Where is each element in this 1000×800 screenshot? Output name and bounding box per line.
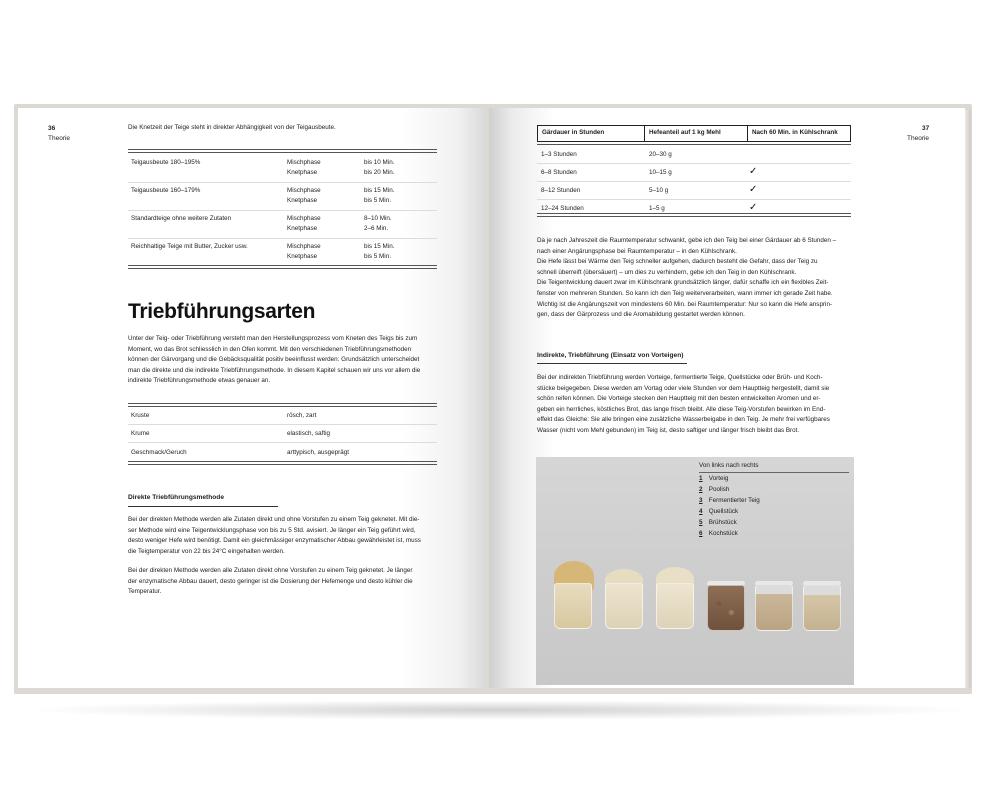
- legend-item: 5 Brühstück: [699, 519, 737, 526]
- table-row: [537, 182, 851, 200]
- jars-photo: [536, 457, 854, 685]
- time: 2–6 Min.: [364, 225, 389, 232]
- row-label: Reichhaltige Teige mit Butter, Zucker usw.: [131, 243, 248, 250]
- time: 8–10 Min.: [364, 215, 392, 222]
- duration: 6–8 Stunden: [541, 169, 577, 176]
- jar-poolish: [605, 583, 643, 629]
- yeast: 1–5 g: [649, 205, 665, 212]
- jar-kochstueck: [803, 585, 841, 631]
- legend-item: 3 Fermentierter Teig: [699, 497, 760, 504]
- table-row: [128, 211, 437, 239]
- row-label: Teigausbeute 180–195%: [131, 159, 201, 166]
- table-row: [128, 408, 437, 425]
- time: bis 20 Min.: [364, 169, 395, 176]
- phase: Mischphase: [287, 159, 321, 166]
- duration: 1–3 Stunden: [541, 151, 577, 158]
- table-top-rule: [128, 149, 437, 153]
- photo-legend: [699, 473, 760, 539]
- subheading: Indirekte, Triebführung (Einsatz von Vorteigen): [537, 352, 684, 359]
- yeast: 5–10 g: [649, 187, 669, 194]
- row-label: Krume: [131, 430, 150, 437]
- page-heading: Triebführungsarten: [128, 300, 316, 323]
- table-row: [128, 425, 437, 443]
- table-header-fridge: Nach 60 Min. in Kühlschrank: [747, 125, 851, 142]
- paragraph: Da je nach Jahreszeit die Raumtemperatur schwankt, gebe ich den Teig bei einer Gärdauer ab 6 Stunden – nach einer Angärungsphase bei Raumtemperatur – in den Kühlschrank. Die Hefe lässt bei Wärme den Teig schneller aufgehen, dadurch besteht die Gefahr, dass der Teig zu schnell überreift (übersäuert) – um dies zu verhindern, gebe ich den Teig in den Kühlschrank. Die Teigentwicklung dauert zwar im Kühlschrank grundsätzlich länger, dafür schaffe ich ein flexibles Zeit- fenster von mehreren Stunden. So kann ich den Teig weiterverarbeiten, wann immer ich gerade Zeit habe. Wichtig ist die Angärungszeit von mindestens 60 Min. bei Raumtemperatur: Nur so kann die Hefe ansprin- gen, dass der Gärprozess und die Aromabildung gestartet werden können.: [537, 237, 837, 319]
- phase: Mischphase: [287, 187, 321, 194]
- paragraph: Bei der indirekten Triebführung werden Vorteige, fermentierte Teige, Quellstücke oder Brüh- und Koch- stücke beigegeben. Diese werden am Vortag oder viele Stunden vor dem Hauptteig hergestellt, damit sie schön reifen können. Die Vorteige stecken den Hauptteig mit den besten entwickelten Aromen und er- geben ein herrliches, köstliches Brot, das lange frisch bleibt. Alle diese Teig-Vorstufen bewirken im End- effekt das Gleiche: Sie alle bringen eine zusätzliche Wasserbeigabe in den Teig. Je mehr frei verfügbares Wasser (nicht vom Mehl gebunden) im Teig ist, desto saftiger und länger frisch bleibt das Brot.: [537, 374, 830, 434]
- row-value: arttypisch, ausgeprägt: [287, 449, 349, 456]
- yeast: 20–30 g: [649, 151, 672, 158]
- subheading-rule: [537, 363, 687, 364]
- row-value: elastisch, saftig: [287, 430, 331, 437]
- paragraph: Unter der Teig- oder Triebführung versteht man den Herstellungsprozess vom Kneten des Teigs bis zum Moment, wo das Brot schliesslich in den Ofen kommt. Mit den verschiedenen Triebführungsmethoden können der Gärvorgang und die Gebäcksqualität positiv beeinflusst werden: Grundsätzlich unterscheidet man die direkte und die indirekte Triebführungsmethode. In diesem Kapitel schauen wir uns vor allem die indirekte Triebführungsmethode etwas genauer an.: [128, 335, 421, 385]
- table-bottom-rule: [128, 265, 437, 269]
- jar-vorteig: [554, 583, 592, 629]
- photo-legend-title: Von links nach rechts: [699, 461, 849, 473]
- row-value: rösch, zart: [287, 412, 317, 419]
- legend-item: 2 Poolish: [699, 486, 730, 493]
- phase: Knetphase: [287, 225, 318, 232]
- quality-table: [128, 408, 437, 460]
- table-row: [537, 144, 851, 163]
- row-label: Standardteige ohne weitere Zutaten: [131, 215, 232, 222]
- table-row: [128, 183, 437, 211]
- section-label: Theorie: [907, 135, 930, 142]
- legend-item: 6 Kochstück: [699, 530, 738, 537]
- left-page: [18, 108, 486, 688]
- row-label: Teigausbeute 160–179%: [131, 187, 201, 194]
- table-bottom-rule: [128, 461, 437, 465]
- time: bis 10 Min.: [364, 159, 395, 166]
- phase: Mischphase: [287, 243, 321, 250]
- row-label: Kruste: [131, 412, 150, 419]
- knead-table: [128, 155, 437, 266]
- fermentation-table: [537, 144, 851, 217]
- duration: 12–24 Stunden: [541, 205, 584, 212]
- jar-quellstueck: [707, 585, 745, 631]
- table-row: [128, 443, 437, 460]
- table-row: [128, 239, 437, 266]
- time: bis 15 Min.: [364, 187, 395, 194]
- time: bis 15 Min.: [364, 243, 395, 250]
- legend-item: 4 Quellstück: [699, 508, 739, 515]
- row-label: Geschmack/Geruch: [131, 449, 187, 456]
- table-row: [128, 155, 437, 183]
- yeast: 10–15 g: [649, 169, 672, 176]
- right-page: [489, 108, 965, 688]
- phase: Knetphase: [287, 197, 318, 204]
- phase: Knetphase: [287, 253, 318, 260]
- legend-item: 1 Vorteig: [699, 475, 729, 482]
- check-icon: ✓: [749, 202, 758, 213]
- jar-bruehstueck: [755, 585, 793, 631]
- check-icon: ✓: [749, 184, 758, 195]
- subheading-rule: [128, 506, 278, 507]
- jar-fermentierter-teig: [656, 583, 694, 629]
- table-row: [537, 163, 851, 182]
- book-shadow: [20, 700, 975, 720]
- paragraph: Bei der direkten Methode werden alle Zutaten direkt und ohne Vorstufen zu einem Teig geknetet. Mit die- ser Methode wird eine Teigentwicklungsphase von bis zu 5 Std. avisiert. Je länger ein Teig geführt wird, desto weniger Hefe wird benötigt. Damit ein gleichmässiger enzymatischer Abbau gewährleistet ist, muss die Teigtemperatur von 22 bis 24°C eingehalten werden.: [128, 516, 421, 555]
- intro-line: Die Knetzeit der Teige steht in direkter Abhängigkeit von der Teigausbeute.: [128, 124, 336, 131]
- section-label: Theorie: [48, 135, 71, 142]
- page-edge: [965, 110, 971, 688]
- table-header-duration: Gärdauer in Stunden: [537, 125, 645, 142]
- phase: Knetphase: [287, 169, 318, 176]
- paragraph: Bei der direkten Methode werden alle Zutaten direkt ohne Vorstufen zu einem Teig geknetet. Je länger der enzymatische Abbau dauert, desto geringer ist die Dosierung der Hefemenge und desto kühler die Temperatur.: [128, 567, 413, 596]
- check-icon: ✓: [749, 166, 758, 177]
- phase: Mischphase: [287, 215, 321, 222]
- page-number: 37: [922, 125, 930, 132]
- table-bottom-rule: [537, 213, 851, 217]
- duration: 8–12 Stunden: [541, 187, 581, 194]
- time: bis 5 Min.: [364, 253, 391, 260]
- table-top-rule: [128, 403, 437, 407]
- subheading: Direkte Triebführungsmethode: [128, 494, 224, 501]
- table-header-yeast: Hefeanteil auf 1 kg Mehl: [644, 125, 748, 142]
- time: bis 5 Min.: [364, 197, 391, 204]
- page-number: 36: [48, 125, 56, 132]
